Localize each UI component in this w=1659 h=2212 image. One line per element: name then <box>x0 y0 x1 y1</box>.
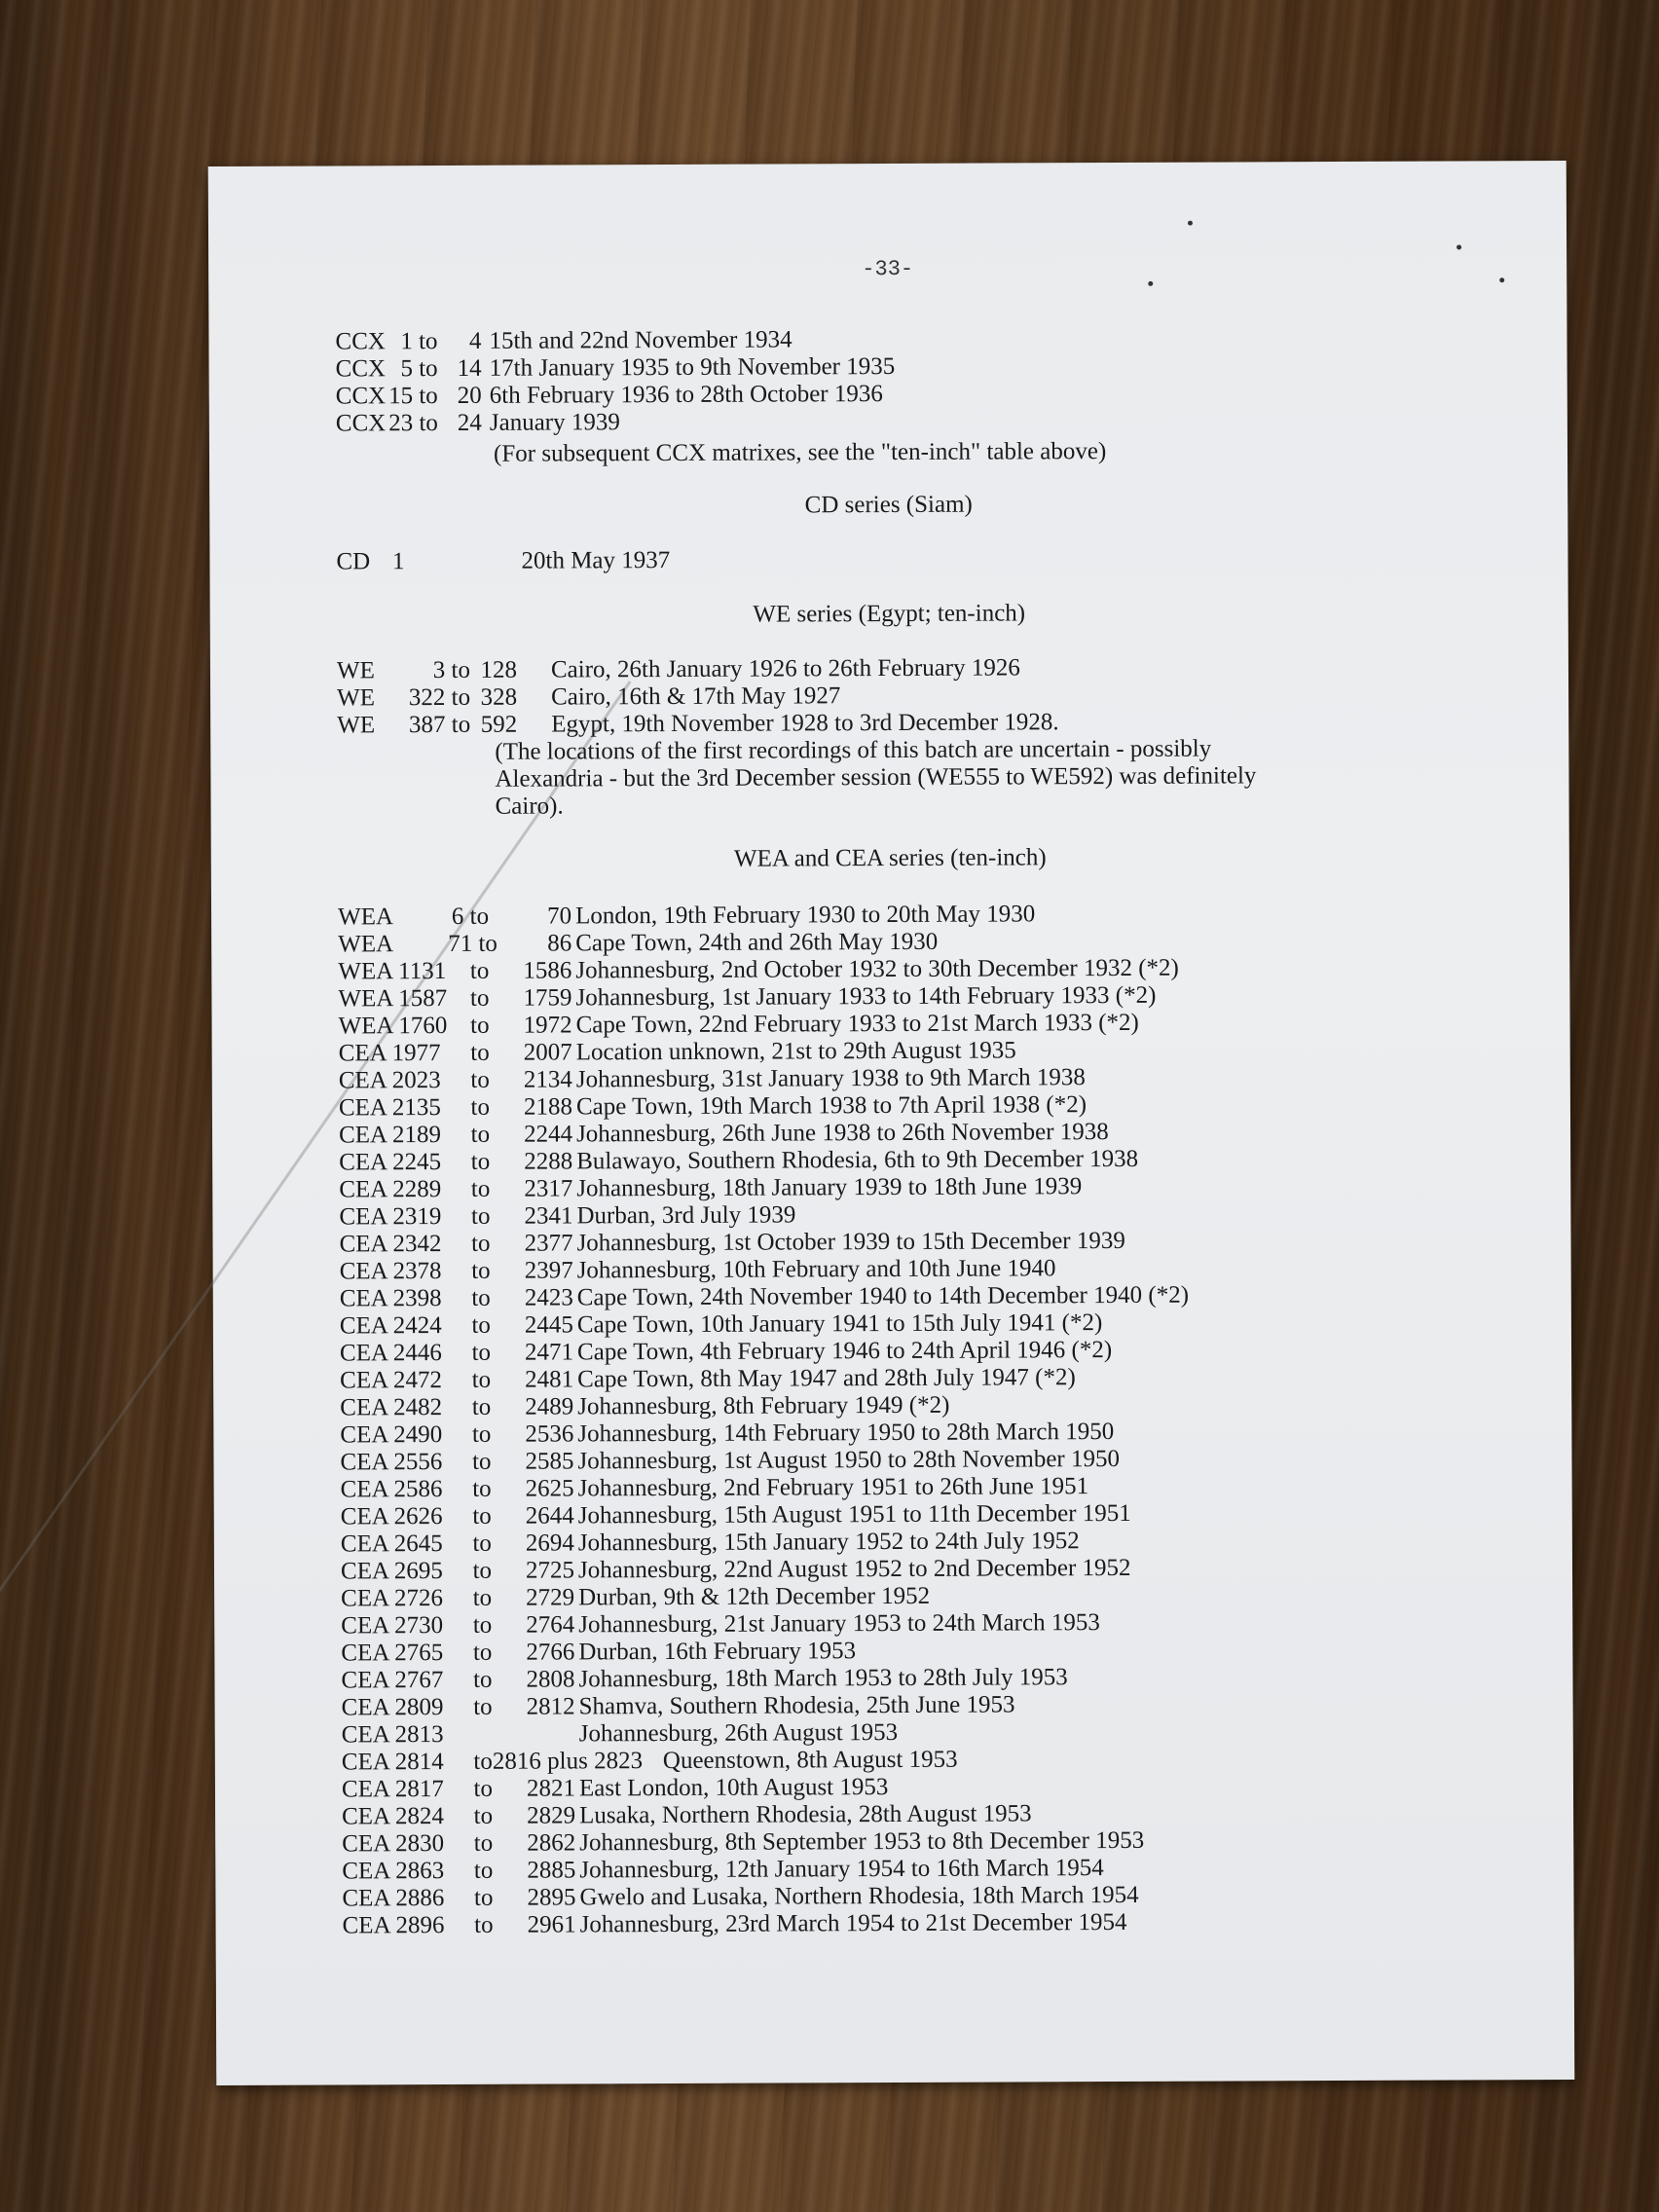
matrix-range-end: 20 <box>457 382 482 409</box>
we-note-line: Cairo). <box>495 793 564 820</box>
matrix-prefix: CEA 2695 <box>340 1558 443 1585</box>
session-description: Johannesburg, 1st January 1933 to 14th February 1933 (*2) <box>575 981 1157 1012</box>
matrix-range-end: 2821 <box>526 1775 576 1802</box>
matrix-prefix: CEA 2730 <box>341 1612 444 1640</box>
session-description: 6th February 1936 to 28th October 1936 <box>489 381 883 409</box>
matrix-range-end: 2729 <box>526 1584 575 1611</box>
matrix-range-start: to <box>473 1829 494 1857</box>
matrix-range-start: to <box>471 1339 492 1366</box>
matrix-prefix: CEA 2813 <box>341 1721 444 1749</box>
session-description: Johannesburg, 18th January 1939 to 18th June 1939 <box>576 1173 1083 1202</box>
session-description: London, 19th February 1930 to 20th May 1930 <box>575 901 1036 930</box>
matrix-range-end: 4 <box>468 327 482 354</box>
matrix-prefix: CEA 2446 <box>339 1340 442 1367</box>
session-description: Cape Town, 22nd February 1933 to 21st March 1933 (*2) <box>575 1009 1139 1039</box>
matrix-range-start: 1 <box>391 548 405 575</box>
matrix-range-start: 15 to <box>387 383 438 410</box>
matrix-range-end: 2725 <box>525 1557 575 1584</box>
matrix-prefix: CCX <box>335 328 386 355</box>
session-description: Location unknown, 21st to 29th August 1935 <box>575 1037 1016 1066</box>
matrix-range-start: to <box>470 1148 491 1175</box>
matrix-range-start: to <box>472 1666 493 1693</box>
matrix-range-end: 2766 <box>526 1639 575 1666</box>
matrix-range-start: to <box>472 1448 492 1475</box>
matrix-prefix: CCX <box>335 410 387 437</box>
matrix-range-start: 1 to <box>400 328 438 355</box>
matrix-prefix: CEA 2863 <box>342 1858 445 1885</box>
session-description: Cairo, 16th & 17th May 1927 <box>551 682 841 711</box>
we-note-line: (The locations of the first recordings of this batch are uncertain - possibly <box>495 735 1212 765</box>
matrix-prefix: CEA 2809 <box>341 1694 444 1721</box>
matrix-prefix: WEA <box>338 931 394 958</box>
matrix-range-end: 2694 <box>525 1530 574 1557</box>
session-description: Egypt, 19th November 1928 to 3rd December 1928. <box>551 709 1059 738</box>
matrix-range-start: to <box>470 1039 490 1066</box>
matrix-range-end: 2885 <box>527 1857 576 1884</box>
ccx-note: (For subsequent CCX matrixes, see the "ten-inch" table above) <box>493 438 1107 467</box>
matrix-prefix: CEA 2289 <box>339 1176 442 1203</box>
matrix-range-start: to <box>472 1502 492 1530</box>
matrix-range-start: to <box>473 1857 494 1884</box>
session-description: Bulawayo, Southern Rhodesia, 6th to 9th December 1938 <box>576 1145 1139 1175</box>
session-description: Cape Town, 8th May 1947 and 28th July 1947 (*2) <box>577 1364 1076 1393</box>
speck <box>1188 221 1193 226</box>
session-description: Cape Town, 24th November 1940 to 14th December 1940 (*2) <box>576 1281 1190 1311</box>
matrix-range-start: to <box>471 1257 491 1284</box>
matrix-range-end: 2341 <box>524 1202 573 1230</box>
matrix-range-end: 1972 <box>523 1012 572 1039</box>
matrix-range-start: to <box>473 1775 494 1802</box>
matrix-range-end: 2244 <box>523 1121 573 1148</box>
matrix-range-end: 2377 <box>524 1230 573 1257</box>
matrix-range-start: to <box>472 1639 493 1666</box>
matrix-prefix: CEA 2135 <box>338 1094 441 1122</box>
matrix-range-end: 2536 <box>525 1420 574 1448</box>
session-description: Cape Town, 19th March 1938 to 7th April 1938 (*2) <box>575 1091 1088 1121</box>
matrix-prefix: CEA 1977 <box>338 1040 441 1067</box>
session-description: 15th and 22nd November 1934 <box>489 326 793 354</box>
matrix-range-start: 5 to <box>400 355 438 383</box>
matrix-range-end: 1759 <box>523 984 572 1012</box>
matrix-range-start: to <box>471 1393 492 1420</box>
session-description: Lusaka, Northern Rhodesia, 28th August 1953 <box>579 1800 1032 1829</box>
session-description: Johannesburg, 18th March 1953 to 28th July 1953 <box>578 1664 1068 1693</box>
matrix-prefix: WEA 1760 <box>338 1012 448 1040</box>
session-description: Durban, 9th & 12th December 1952 <box>578 1582 931 1611</box>
matrix-prefix: CEA 2245 <box>339 1149 442 1176</box>
session-description: Johannesburg, 23rd March 1954 to 21st December 1954 <box>579 1908 1127 1938</box>
matrix-range-start: to <box>472 1584 493 1611</box>
matrix-prefix: WE <box>337 712 376 739</box>
session-description: Shamva, Southern Rhodesia, 25th June 1953 <box>578 1691 1015 1720</box>
session-description: January 1939 <box>489 409 620 436</box>
matrix-range-start: to <box>470 1012 490 1039</box>
session-description: Johannesburg, 15th August 1951 to 11th December 1951 <box>577 1499 1131 1530</box>
matrix-range-start: to <box>470 1093 490 1121</box>
page-number: -33- <box>862 256 914 282</box>
matrix-range-end: 2007 <box>523 1039 572 1066</box>
matrix-range-end: 2134 <box>523 1066 572 1093</box>
speck <box>1456 244 1461 249</box>
matrix-range-start: to <box>471 1284 491 1311</box>
matrix-range-end: 2625 <box>525 1475 574 1502</box>
matrix-range-start: 3 to <box>432 656 471 684</box>
matrix-range-start: to <box>472 1557 493 1584</box>
session-description: Durban, 16th February 1953 <box>578 1638 857 1666</box>
session-description: Johannesburg, 14th February 1950 to 28th March 1950 <box>577 1419 1115 1448</box>
document-page <box>208 161 1575 2085</box>
matrix-prefix: CEA 2472 <box>340 1367 443 1394</box>
matrix-prefix: CD <box>336 548 371 575</box>
session-description: Johannesburg, 10th February and 10th June 1940 <box>576 1255 1056 1284</box>
matrix-range-end: 86 <box>547 930 572 957</box>
matrix-prefix: CEA 2482 <box>340 1394 443 1421</box>
matrix-range-end: 24 <box>457 409 482 436</box>
matrix-prefix: CEA 2586 <box>340 1476 443 1503</box>
session-description: Johannesburg, 1st October 1939 to 15th December 1939 <box>576 1227 1125 1257</box>
matrix-range-start: to <box>472 1530 492 1557</box>
matrix-prefix: CEA 2817 <box>341 1776 444 1803</box>
matrix-range-start: to <box>470 1202 491 1230</box>
matrix-prefix: CEA 2726 <box>341 1585 444 1612</box>
matrix-range-start: to <box>472 1475 492 1502</box>
session-description: Johannesburg, 26th June 1938 to 26th November 1938 <box>575 1119 1109 1148</box>
session-description: Johannesburg, 2nd February 1951 to 26th June 1951 <box>577 1473 1089 1502</box>
matrix-range-start: to <box>473 1748 493 1775</box>
session-description: Johannesburg, 2nd October 1932 to 30th December 1932 (*2) <box>575 954 1179 984</box>
matrix-range-start: 6 to <box>451 903 490 930</box>
matrix-range-end: 2644 <box>525 1502 574 1530</box>
matrix-range-end: 2585 <box>525 1448 574 1475</box>
matrix-range-start: 71 to <box>448 930 498 957</box>
matrix-prefix: CEA 2824 <box>342 1803 445 1830</box>
matrix-prefix: CEA 2814 <box>341 1749 444 1776</box>
session-description: Johannesburg, 8th February 1949 (*2) <box>577 1391 950 1420</box>
matrix-prefix: CEA 2398 <box>339 1285 442 1312</box>
matrix-range-start: to <box>472 1611 493 1639</box>
session-description: Durban, 3rd July 1939 <box>576 1201 796 1230</box>
session-description: Cairo, 26th January 1926 to 26th February 1926 <box>550 654 1020 683</box>
matrix-range-start: to <box>471 1230 491 1257</box>
table-row <box>337 707 1505 739</box>
matrix-range-end: 14 <box>457 354 482 382</box>
matrix-prefix: WEA <box>338 903 394 931</box>
matrix-range-end: 2423 <box>524 1284 573 1311</box>
matrix-range-start: 23 to <box>388 410 438 437</box>
matrix-range-start: 322 to <box>408 683 471 712</box>
matrix-range-end: 2481 <box>525 1366 574 1393</box>
matrix-prefix: CEA 2886 <box>342 1885 445 1912</box>
matrix-range-end: 2816 plus 2823 <box>492 1748 644 1775</box>
matrix-table <box>208 161 1567 1939</box>
session-description: 17th January 1935 to 9th November 1935 <box>489 352 896 382</box>
session-description: East London, 10th August 1953 <box>578 1774 889 1802</box>
matrix-prefix: CCX <box>335 383 387 410</box>
matrix-range-end: 2445 <box>524 1311 573 1339</box>
matrix-range-start: to <box>474 1911 494 1938</box>
matrix-range-start: to <box>469 957 490 984</box>
session-description: Johannesburg, 22nd August 1952 to 2nd December 1952 <box>577 1554 1131 1584</box>
session-description: Johannesburg, 8th September 1953 to 8th December 1953 <box>579 1826 1145 1857</box>
matrix-prefix: CEA 2645 <box>340 1530 443 1558</box>
session-description: Queenstown, 8th August 1953 <box>662 1746 958 1775</box>
matrix-range-end: 128 <box>480 656 518 683</box>
matrix-range-start: to <box>471 1420 492 1448</box>
matrix-range-start: to <box>469 984 490 1012</box>
matrix-range-start: to <box>473 1693 493 1720</box>
matrix-prefix: CCX <box>335 355 387 383</box>
matrix-range-end: 328 <box>480 683 518 711</box>
matrix-range-start: to <box>471 1311 491 1339</box>
matrix-prefix: CEA 2319 <box>339 1203 442 1231</box>
table-row <box>336 543 1504 575</box>
matrix-prefix: WE <box>337 684 376 712</box>
matrix-range-start: to <box>470 1066 490 1093</box>
matrix-range-end: 2764 <box>526 1611 575 1639</box>
matrix-prefix: CEA 2626 <box>340 1503 443 1530</box>
matrix-range-start: to <box>470 1175 491 1202</box>
matrix-prefix: CEA 2765 <box>341 1640 444 1667</box>
matrix-prefix: WEA 1587 <box>338 984 448 1013</box>
matrix-prefix: CEA 2830 <box>342 1830 445 1858</box>
session-description: Johannesburg, 21st January 1953 to 24th March 1953 <box>578 1609 1100 1639</box>
matrix-range-end: 2317 <box>524 1175 573 1202</box>
session-description: Johannesburg, 12th January 1954 to 16th March 1954 <box>579 1855 1104 1884</box>
matrix-prefix: CEA 2342 <box>339 1231 442 1258</box>
matrix-range-end: 2288 <box>524 1148 573 1175</box>
matrix-prefix: CEA 2023 <box>338 1067 441 1094</box>
matrix-range-start: to <box>470 1121 491 1148</box>
table-row <box>343 1907 1511 1939</box>
matrix-range-end: 2471 <box>524 1339 574 1366</box>
table-row <box>336 405 1504 437</box>
matrix-range-end: 2812 <box>526 1693 575 1720</box>
session-description: Cape Town, 10th January 1941 to 15th July 1941 (*2) <box>576 1309 1103 1339</box>
matrix-prefix: CEA 2767 <box>341 1667 444 1694</box>
matrix-range-start: 387 to <box>408 711 471 739</box>
matrix-range-end: 2961 <box>527 1911 576 1938</box>
speck <box>1148 281 1153 286</box>
matrix-range-start: to <box>473 1884 494 1911</box>
matrix-range-end: 2489 <box>525 1393 574 1420</box>
matrix-range-start: to <box>473 1802 494 1829</box>
matrix-prefix: CEA 2189 <box>338 1122 441 1149</box>
section-heading-wea-cea: WEA and CEA series (ten-inch) <box>733 844 1047 872</box>
matrix-range-end: 2808 <box>526 1666 575 1693</box>
matrix-prefix: CEA 2490 <box>340 1421 443 1449</box>
matrix-prefix: CEA 2896 <box>342 1912 445 1939</box>
we-note-line: Alexandria - but the 3rd December session (WE555 to WE592) was definitely <box>495 762 1257 793</box>
matrix-range-end: 592 <box>480 711 518 738</box>
matrix-prefix: CEA 2378 <box>339 1258 442 1285</box>
matrix-prefix: WE <box>336 657 375 684</box>
session-description: 20th May 1937 <box>521 546 671 574</box>
session-description: Cape Town, 24th and 26th May 1930 <box>575 928 939 957</box>
matrix-range-end: 2188 <box>523 1093 572 1121</box>
session-description: Johannesburg, 26th August 1953 <box>578 1718 899 1748</box>
session-description: Cape Town, 4th February 1946 to 24th April 1946 (*2) <box>576 1337 1113 1366</box>
matrix-prefix: WEA 1131 <box>338 957 447 985</box>
matrix-prefix: CEA 2424 <box>339 1312 442 1340</box>
matrix-range-end: 70 <box>547 903 572 930</box>
section-heading-we: WE series (Egypt; ten-inch) <box>753 600 1026 628</box>
session-description: Gwelo and Lusaka, Northern Rhodesia, 18th March 1954 <box>579 1881 1139 1911</box>
matrix-range-end: 2862 <box>527 1829 576 1857</box>
matrix-range-end: 1586 <box>523 957 572 984</box>
session-description: Johannesburg, 31st January 1938 to 9th March 1938 <box>575 1064 1086 1093</box>
matrix-prefix: CEA 2556 <box>340 1449 443 1476</box>
section-heading-cd: CD series (Siam) <box>804 491 973 519</box>
matrix-range-start: to <box>471 1366 492 1393</box>
matrix-range-end: 2397 <box>524 1257 573 1284</box>
matrix-range-end: 2895 <box>527 1884 576 1911</box>
session-description: Johannesburg, 1st August 1950 to 28th November 1950 <box>577 1445 1121 1475</box>
session-description: Johannesburg, 15th January 1952 to 24th July 1952 <box>577 1528 1080 1557</box>
matrix-range-end: 2829 <box>527 1802 576 1829</box>
